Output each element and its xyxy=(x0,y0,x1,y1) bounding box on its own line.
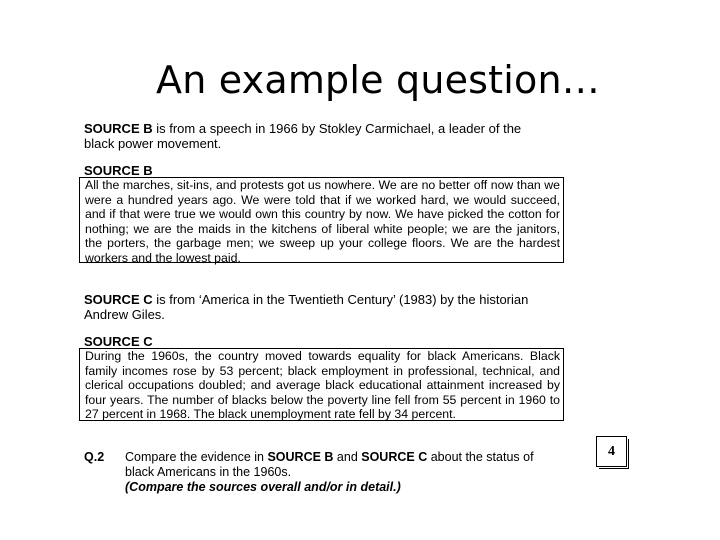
source-c-intro-text: is from ‘America in the Twentieth Century’ (1983) by the historian Andrew Giles. xyxy=(84,292,529,322)
question-text-part3: about the status of black Americans in the 1960s. xyxy=(125,450,534,479)
source-b-intro xyxy=(84,121,554,151)
source-b-intro-label: SOURCE B xyxy=(84,121,153,136)
source-c-heading: SOURCE C xyxy=(84,334,153,349)
source-b-box xyxy=(79,177,564,263)
question-text xyxy=(125,450,565,495)
question-text-part2: and xyxy=(333,450,362,464)
source-c-intro-label: SOURCE C xyxy=(84,292,153,307)
source-b-intro-text: is from a speech in 1966 by Stokley Carmichael, a leader of the black power movement. xyxy=(84,121,522,151)
source-c-intro xyxy=(84,292,554,322)
question-source-b-ref: SOURCE B xyxy=(267,450,334,464)
question-source-c-ref: SOURCE C xyxy=(361,450,428,464)
marks-box: 4 xyxy=(596,436,627,467)
question-hint: (Compare the sources overall and/or in detail.) xyxy=(125,480,401,494)
source-c-text: During the 1960s, the country moved towards equality for black Americans. Black family incomes rose by 53 percent; black employment in professional, technical, and clerical occupations doubled; and average black educational attainment increased by four years. The number of blacks below the poverty line fell from 55 percent in 1960 to 27 percent in 1968. The black unemployment rate fell by 34 percent. xyxy=(85,349,560,422)
source-b-text: All the marches, sit-ins, and protests got us nowhere. We are no better off now than we were a hundred years ago. We were told that if we worked hard, we would succeed, and if that were true we would own this country by now. We have picked the cotton for nothing; we are the maids in the kitchens of liberal white people; we are the janitors, the porters, the garbage men; we sweep up your college floors. We are the hardest workers and the lowest paid. xyxy=(85,178,560,265)
question-number: Q.2 xyxy=(84,450,105,464)
source-c-box xyxy=(79,348,564,421)
question-text-part1: Compare the evidence in xyxy=(125,450,268,464)
source-b-heading: SOURCE B xyxy=(84,163,153,178)
slide-title: An example question… xyxy=(156,58,600,102)
